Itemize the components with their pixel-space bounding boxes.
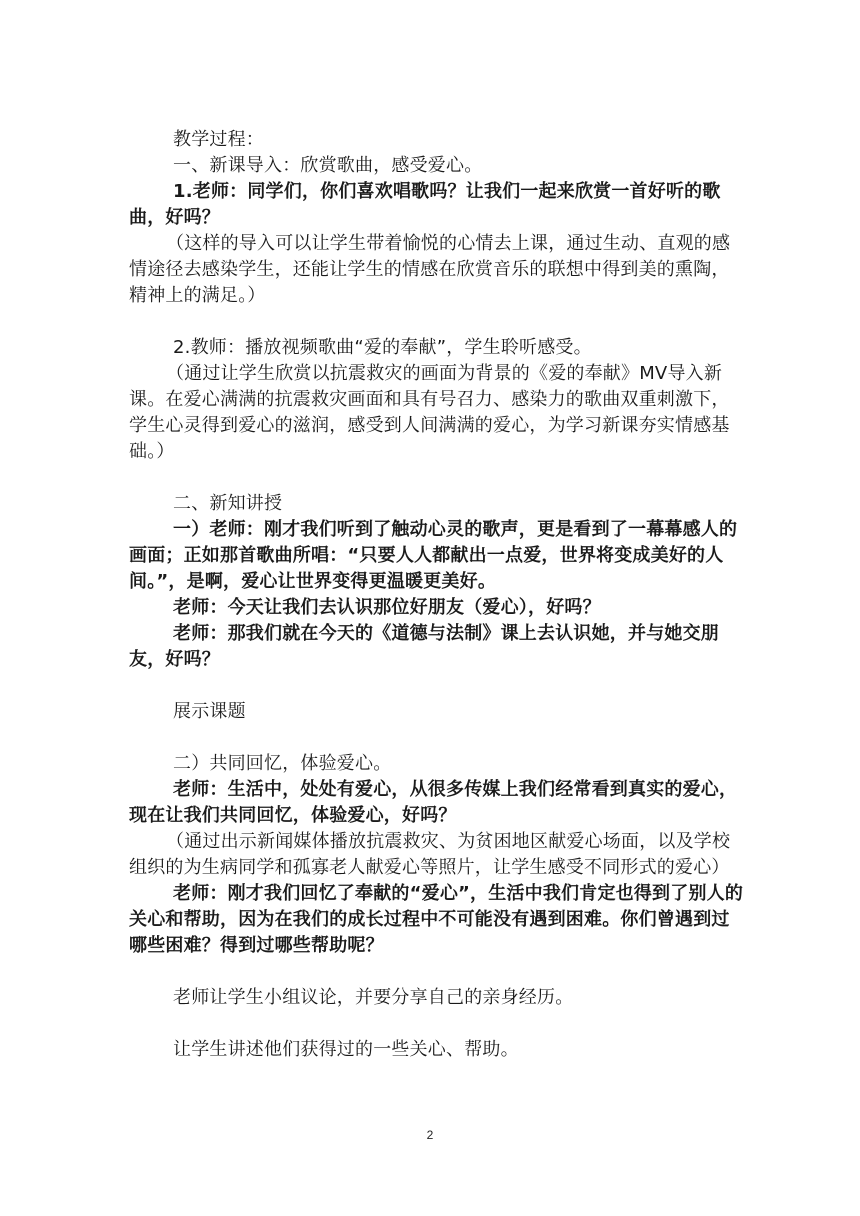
paragraph-gap xyxy=(129,309,744,335)
page-number: 2 xyxy=(426,1128,434,1142)
paragraph-gap xyxy=(129,725,744,751)
paragraph-teacher-6: 老师：生活中，处处有爱心，从很多传媒上我们经常看到真实的爱心，现在让我们共同回忆，体验爱心，好吗？ xyxy=(129,779,738,826)
paragraph-group-discussion: 老师让学生小组议论，并要分享自己的亲身经历。 xyxy=(173,987,574,1008)
paragraph-gap xyxy=(129,1011,744,1037)
paragraph-section-recall: 二）共同回忆，体验爱心。 xyxy=(173,753,392,774)
paragraph-teacher-3: 一）老师：刚才我们听到了触动心灵的歌声，更是看到了一幕幕感人的画面；正如那首歌曲所唱：“只要人人都献出一点爱，世界将变成美好的人间。”，是啊，爱心让世界变得更温暖更美好。 xyxy=(129,519,738,592)
paragraph-teacher-4: 老师：今天让我们去认识那位好朋友（爱心），好吗？ xyxy=(173,597,601,618)
paragraph-student-share: 让学生讲述他们获得过的一些关心、帮助。 xyxy=(173,1039,519,1060)
document-body xyxy=(129,127,744,1063)
paragraph-teacher-1: 1.老师：同学们，你们喜欢唱歌吗？让我们一起来欣赏一首好听的歌曲，好吗？ xyxy=(129,181,721,228)
paragraph-note-3: （通过出示新闻媒体播放抗震救灾、为贫困地区献爱心场面，以及学校组织的为生病同学和孤寡老人献爱心等照片，让学生感受不同形式的爱心） xyxy=(129,831,731,878)
paragraph-show-topic: 展示课题 xyxy=(173,701,246,722)
paragraph-teaching-process: 教学过程： xyxy=(173,129,264,150)
paragraph-gap xyxy=(129,673,744,699)
paragraph-teacher-2: 2.教师：播放视频歌曲“爱的奉献”，学生聆听感受。 xyxy=(173,337,592,358)
paragraph-gap xyxy=(129,959,744,985)
paragraph-note-1: （这样的导入可以让学生带着愉悦的心情去上课，通过生动、直观的感情途径去感染学生，还能让学生的情感在欣赏音乐的联想中得到美的熏陶，精神上的满足。） xyxy=(129,233,731,306)
paragraph-note-2: （通过让学生欣赏以抗震救灾的画面为背景的《爱的奉献》MV导入新课。在爱心满满的抗震救灾画面和具有号召力、感染力的歌曲双重刺激下，学生心灵得到爱心的滋润，感受到人间满满的爱心，为学习新课夯实情感基础。） xyxy=(129,363,730,462)
paragraph-gap xyxy=(129,465,744,491)
paragraph-section-intro: 一、新课导入：欣赏歌曲，感受爱心。 xyxy=(173,155,483,176)
paragraph-teacher-7: 老师：刚才我们回忆了奉献的“爱心”，生活中我们肯定也得到了别人的关心和帮助，因为在我们的成长过程中不可能没有遇到困难。你们曾遇到过哪些困难？得到过哪些帮助呢？ xyxy=(129,883,744,956)
paragraph-section-new-knowledge: 二、新知讲授 xyxy=(173,493,283,514)
paragraph-teacher-5: 老师：那我们就在今天的《道德与法制》课上去认识她，并与她交朋友，好吗？ xyxy=(129,623,719,670)
